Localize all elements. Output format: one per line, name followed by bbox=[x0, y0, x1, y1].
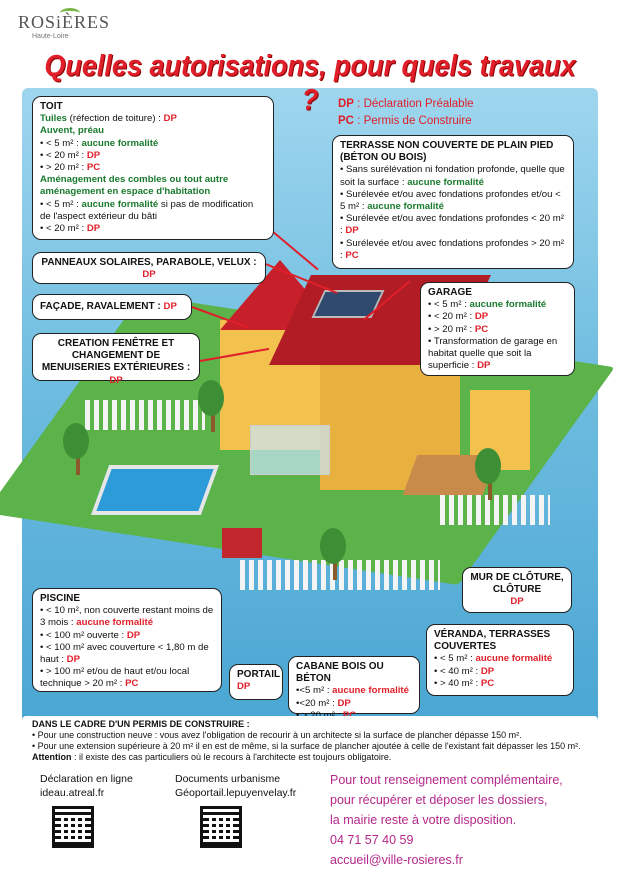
link-block-1 bbox=[40, 772, 133, 800]
box-facade bbox=[32, 294, 192, 320]
veranda-l3-value: PC bbox=[480, 677, 495, 689]
footer-heading: DANS LE CADRE D'UN PERMIS DE CONSTRUIRE : bbox=[32, 719, 250, 729]
toit-combles-5-value: aucune formalité bbox=[81, 198, 159, 210]
cabane-l2-value: DP bbox=[337, 697, 351, 709]
legend-pc-text: Permis de Construire bbox=[363, 115, 472, 127]
box-fenetre bbox=[32, 333, 200, 386]
page-title: Quelles autorisations, pour quels travaux ? bbox=[44, 48, 576, 116]
toit-tuiles-value: DP bbox=[163, 113, 177, 125]
fence-left bbox=[85, 400, 205, 430]
footer-attention: : il existe des cas particuliers où le recours à l'architecte est toujours obligatoire. bbox=[71, 752, 392, 762]
footer-line-1: • Pour une construction neuve : vous avez l'obligation de recourir à un architecte si la surface de plancher dépasse 150 m². bbox=[32, 730, 522, 740]
panneaux-value: DP bbox=[142, 269, 156, 281]
box-piscine bbox=[32, 588, 222, 692]
toit-tuiles: Tuiles bbox=[40, 113, 68, 125]
terrasse-title: TERRASSE NON COUVERTE DE PLAIN PIED (BÉTON OU BOIS) bbox=[340, 140, 554, 164]
contact-phone[interactable]: 04 71 57 40 59 bbox=[330, 833, 414, 847]
terrasse-l2-value: aucune formalité bbox=[367, 201, 444, 213]
mur-title: MUR DE CLÔTURE, CLÔTURE bbox=[470, 572, 564, 596]
logo-name: ROSiÈRES bbox=[18, 12, 111, 32]
pool-illustration bbox=[91, 465, 219, 515]
cabane-l1: •<5 m² : bbox=[296, 685, 333, 697]
toit-auvent: Auvent, préau bbox=[40, 125, 104, 137]
veranda-l3: • > 40 m² : bbox=[434, 677, 481, 689]
panneaux-title: PANNEAUX SOLAIRES, PARABOLE, VELUX : bbox=[41, 257, 257, 268]
toit-auvent-5-value: aucune formalité bbox=[81, 137, 159, 149]
footer-attention-label: Attention bbox=[32, 752, 72, 762]
facade-title: FAÇADE, RAVALEMENT : bbox=[40, 301, 164, 312]
cabane-l2: •<20 m² : bbox=[296, 697, 338, 709]
toit-auvent-20-value: DP bbox=[86, 149, 101, 161]
cabane-title: CABANE BOIS OU BÉTON bbox=[296, 661, 384, 685]
piscine-l3-value: DP bbox=[66, 654, 80, 666]
veranda-title: VÉRANDA, TERRASSES COUVERTES bbox=[434, 629, 551, 653]
garage-l2-value: DP bbox=[474, 311, 489, 323]
garage-l3-value: PC bbox=[474, 323, 489, 335]
contact-line-1: Pour tout renseignement complémentaire, bbox=[330, 773, 563, 787]
mur-value: DP bbox=[510, 596, 524, 608]
link-2-url[interactable]: Géoportail.lepuyenvelay.fr bbox=[175, 787, 297, 799]
contact-line-2: pour récupérer et déposer les dossiers, bbox=[330, 793, 548, 807]
veranda-l1-value: aucune formalité bbox=[475, 653, 553, 665]
toit-combles: Aménagement des combles ou tout autre aménagement en espace d'habitation bbox=[40, 174, 229, 198]
garage-l1-value: aucune formalité bbox=[469, 299, 547, 311]
terrasse-l3: • Surélevée et/ou avec fondations profondes < 20 m² : bbox=[340, 213, 564, 237]
cabin-illustration bbox=[222, 528, 262, 558]
footer-permis bbox=[22, 716, 598, 770]
piscine-l1: • < 10 m², non couverte restant moins de 3 mois : bbox=[40, 605, 214, 629]
veranda-illustration bbox=[250, 425, 330, 475]
toit-auvent-5: • < 5 m² : bbox=[40, 137, 82, 149]
logo-subtitle: Haute-Loire bbox=[32, 33, 69, 40]
qr-code-icon[interactable] bbox=[52, 806, 94, 848]
contact-email[interactable]: accueil@ville-rosieres.fr bbox=[330, 853, 463, 867]
tree-icon bbox=[320, 528, 346, 564]
tree-icon bbox=[198, 380, 224, 416]
toit-auvent-20plus: • > 20 m² : bbox=[40, 162, 87, 174]
logo bbox=[18, 12, 110, 40]
toit-combles-20-value: DP bbox=[86, 223, 101, 235]
legend-dp-code: DP bbox=[338, 98, 354, 110]
garage-l4-value: DP bbox=[477, 360, 491, 372]
facade-value: DP bbox=[163, 301, 177, 312]
terrasse-l3-value: DP bbox=[345, 225, 359, 237]
toit-combles-5-cond: si pas de modification de l'aspect extérieur du bâti bbox=[40, 198, 254, 222]
footer-line-2: • Pour une extension supérieure à 20 m² il en est de même, si la surface de plancher ajoutée à celle de l'existant fait dépasser les 150 m². bbox=[32, 741, 581, 751]
toit-auvent-20plus-value: PC bbox=[86, 162, 101, 174]
garage-l2: • < 20 m² : bbox=[428, 311, 475, 323]
tree-icon bbox=[475, 448, 501, 484]
fence-front bbox=[240, 560, 440, 590]
terrasse-l1: • Sans surélévation ni fondation profonde, quelle que soit la surface : bbox=[340, 164, 565, 188]
toit-title: TOIT bbox=[40, 101, 63, 112]
toit-combles-5: • < 5 m² : bbox=[40, 198, 82, 210]
contact-block bbox=[330, 770, 563, 870]
terrasse-l4: • Surélevée et/ou avec fondations profondes > 20 m² : bbox=[340, 237, 564, 261]
piscine-l2: • < 100 m² ouverte : bbox=[40, 629, 127, 641]
box-garage bbox=[420, 282, 575, 376]
legend: DP : Déclaration Préalable PC : Permis de Construire bbox=[338, 98, 474, 127]
box-terrasse bbox=[332, 135, 574, 269]
cabane-l1-value: aucune formalité bbox=[332, 685, 409, 697]
box-toit bbox=[32, 96, 274, 240]
link-block-2 bbox=[175, 772, 296, 800]
garage-l4: • Transformation de garage en habitat quelle que soit la superficie : bbox=[428, 335, 558, 372]
logo-arc-icon bbox=[60, 8, 80, 18]
toit-tuiles-desc: (réfection de toiture) : bbox=[67, 113, 164, 125]
portail-title: PORTAIL bbox=[237, 669, 281, 680]
link-1-label: Déclaration en ligne bbox=[40, 773, 133, 785]
fenetre-title: CREATION FENÊTRE ET CHANGEMENT DE MENUISERIES EXTÉRIEURES : bbox=[41, 338, 191, 374]
fenetre-value: DP bbox=[109, 374, 123, 386]
portail-value: DP bbox=[237, 681, 251, 693]
fence-right bbox=[440, 495, 550, 525]
box-panneaux bbox=[32, 252, 266, 284]
terrasse-l2: • Surélevée et/ou avec fondations profondes et/ou < 5 m² : bbox=[340, 188, 561, 213]
piscine-title: PISCINE bbox=[40, 593, 81, 604]
terrasse-l4-value: PC bbox=[345, 249, 359, 261]
box-veranda bbox=[426, 624, 574, 696]
garage-l1: • < 5 m² : bbox=[428, 299, 470, 311]
link-1-url[interactable]: ideau.atreal.fr bbox=[40, 787, 105, 799]
link-2-label: Documents urbanisme bbox=[175, 773, 281, 785]
legend-dp-text: Déclaration Préalable bbox=[363, 98, 474, 110]
terrasse-l1-value: aucune formalité bbox=[407, 176, 484, 188]
box-portail bbox=[229, 664, 283, 700]
contact-line-3: la mairie reste à votre disposition. bbox=[330, 813, 517, 827]
legend-pc-code: PC bbox=[338, 115, 354, 127]
veranda-l2-value: DP bbox=[480, 665, 495, 677]
piscine-l4: • > 100 m² et/ou de haut et/ou local technique > 20 m² : bbox=[40, 666, 190, 690]
garage-l3: • > 20 m² : bbox=[428, 323, 475, 335]
piscine-l1-value: aucune formalité bbox=[76, 617, 154, 629]
piscine-l4-value: PC bbox=[125, 678, 139, 690]
box-mur bbox=[462, 567, 572, 613]
veranda-l1: • < 5 m² : bbox=[434, 653, 476, 665]
veranda-l2: • < 40 m² : bbox=[434, 665, 481, 677]
garage-title: GARAGE bbox=[428, 287, 472, 298]
qr-code-icon[interactable] bbox=[200, 806, 242, 848]
piscine-l2-value: DP bbox=[126, 629, 141, 641]
tree-icon bbox=[63, 423, 89, 459]
toit-combles-20: • < 20 m² : bbox=[40, 223, 87, 235]
box-cabane bbox=[288, 656, 420, 714]
toit-auvent-20: • < 20 m² : bbox=[40, 149, 87, 161]
piscine-l3: • < 100 m² avec couverture < 1,80 m de haut : bbox=[40, 641, 209, 666]
